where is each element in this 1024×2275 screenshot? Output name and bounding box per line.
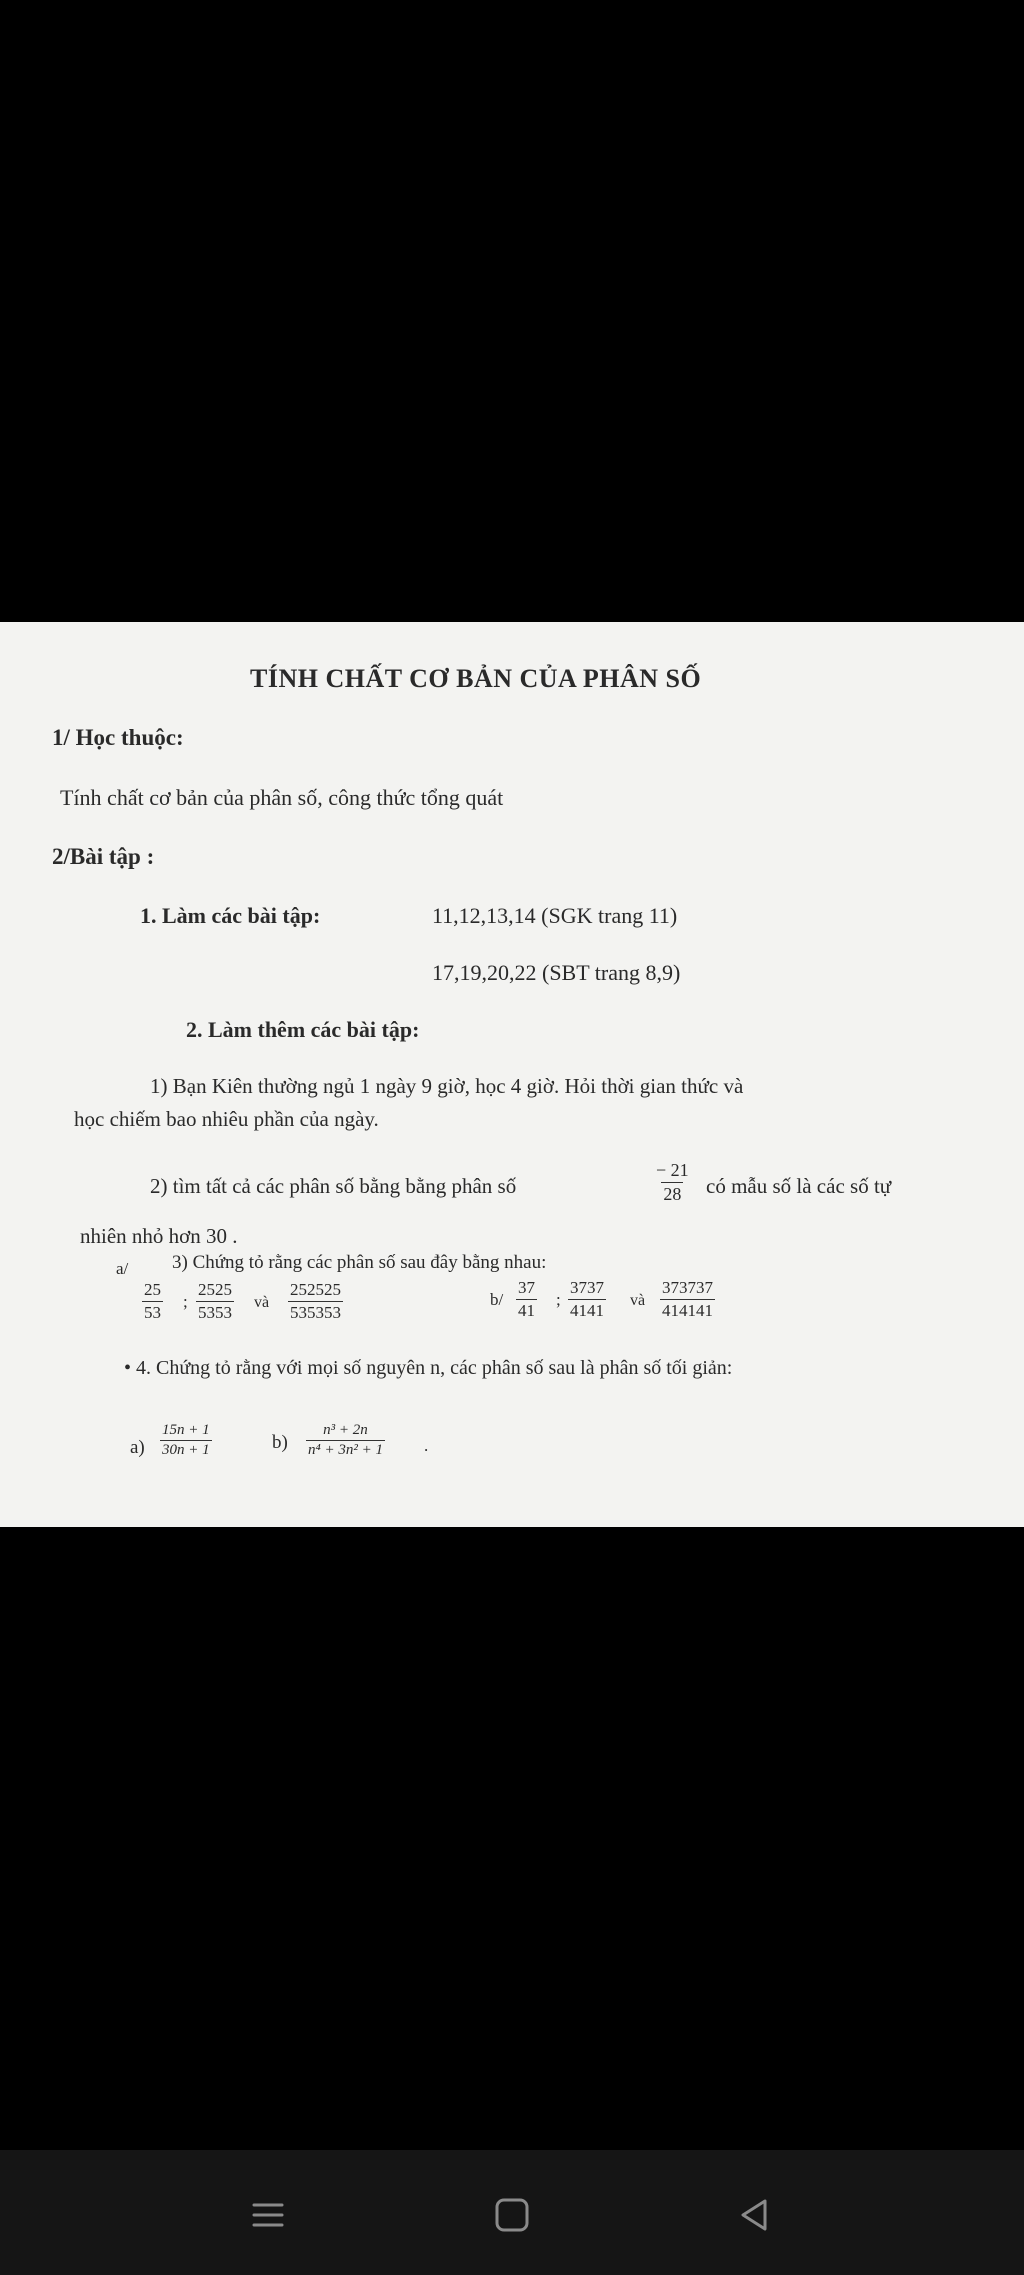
fraction-denominator: 28 — [663, 1184, 682, 1204]
separator: ; — [556, 1290, 561, 1309]
problem3-a-label: a/ — [116, 1259, 129, 1278]
problem4-text: • 4. Chứng tỏ rằng với mọi số nguyên n, các phân số sau là phân số tối giản: — [124, 1357, 733, 1379]
fraction-denominator: 5353 — [198, 1303, 232, 1322]
problem2-line2: nhiên nhỏ hơn 30 . — [80, 1224, 238, 1248]
fraction-denominator: 414141 — [662, 1301, 713, 1320]
fraction-b2 — [568, 1278, 606, 1321]
back-button[interactable] — [724, 2190, 784, 2240]
separator: ; — [183, 1292, 188, 1311]
fraction-denominator: 30n + 1 — [162, 1442, 210, 1458]
and-word: và — [254, 1294, 270, 1311]
item2-label: 2. Làm thêm các bài tập: — [186, 1017, 420, 1042]
section1-text: Tính chất cơ bản của phân số, công thức tổng quát — [60, 785, 504, 810]
period: . — [424, 1436, 429, 1455]
home-button[interactable] — [482, 2190, 542, 2240]
fraction-numerator: 15n + 1 — [162, 1422, 210, 1438]
and-word: và — [630, 1292, 646, 1309]
item1-line1: 11,12,13,14 (SGK trang 11) — [432, 903, 678, 928]
problem2-fraction — [654, 1160, 691, 1205]
fraction-a2 — [196, 1280, 234, 1323]
problem3-b-label: b/ — [490, 1290, 504, 1309]
problem2-text-after: có mẫu số là các số tự — [706, 1174, 892, 1198]
fraction-b3 — [660, 1278, 715, 1321]
fraction-numerator: n³ + 2n — [323, 1422, 368, 1438]
android-navigation-bar — [0, 2150, 1024, 2275]
back-triangle-icon — [735, 2196, 773, 2234]
fraction-denominator: 535353 — [290, 1303, 341, 1322]
fraction-numerator: 37 — [518, 1278, 535, 1297]
item1-line2: 17,19,20,22 (SBT trang 8,9) — [432, 960, 681, 985]
fraction-a3 — [288, 1280, 343, 1323]
item1-label: 1. Làm các bài tập: — [140, 903, 321, 928]
fraction-numerator: − 21 — [656, 1160, 689, 1180]
section2-heading: 2/Bài tập : — [52, 844, 155, 869]
problem1-line2: học chiếm bao nhiêu phần của ngày. — [74, 1107, 379, 1131]
recent-apps-button[interactable] — [238, 2190, 298, 2240]
fraction-4a — [160, 1422, 212, 1459]
fraction-numerator: 3737 — [570, 1278, 604, 1297]
document-photo — [0, 622, 1024, 1527]
problem1-line1: 1) Bạn Kiên thường ngủ 1 ngày 9 giờ, học 4 giờ. Hỏi thời gian thức và — [150, 1074, 744, 1098]
fraction-numerator: 252525 — [290, 1280, 341, 1299]
fraction-denominator: 4141 — [570, 1301, 604, 1320]
page-title: TÍNH CHẤT CƠ BẢN CỦA PHÂN SỐ — [250, 664, 702, 693]
problem3-text: 3) Chứng tỏ rằng các phân số sau đây bằng nhau: — [172, 1252, 547, 1273]
fraction-denominator: 53 — [144, 1303, 161, 1322]
fraction-b1 — [516, 1278, 537, 1321]
fraction-numerator: 25 — [144, 1280, 161, 1299]
fraction-denominator: n⁴ + 3n² + 1 — [308, 1442, 383, 1458]
section1-heading: 1/ Học thuộc: — [52, 725, 184, 750]
fraction-numerator: 2525 — [198, 1280, 232, 1299]
home-square-icon — [494, 2197, 530, 2233]
problem2-text: 2) tìm tất cả các phân số bằng bằng phân số — [150, 1174, 517, 1198]
fraction-a1 — [142, 1280, 163, 1323]
problem4-a-label: a) — [130, 1437, 145, 1458]
problem4-b-label: b) — [272, 1432, 288, 1453]
fraction-denominator: 41 — [518, 1301, 535, 1320]
fraction-4b — [306, 1422, 385, 1459]
fraction-numerator: 373737 — [662, 1278, 713, 1297]
menu-icon — [250, 2197, 286, 2233]
